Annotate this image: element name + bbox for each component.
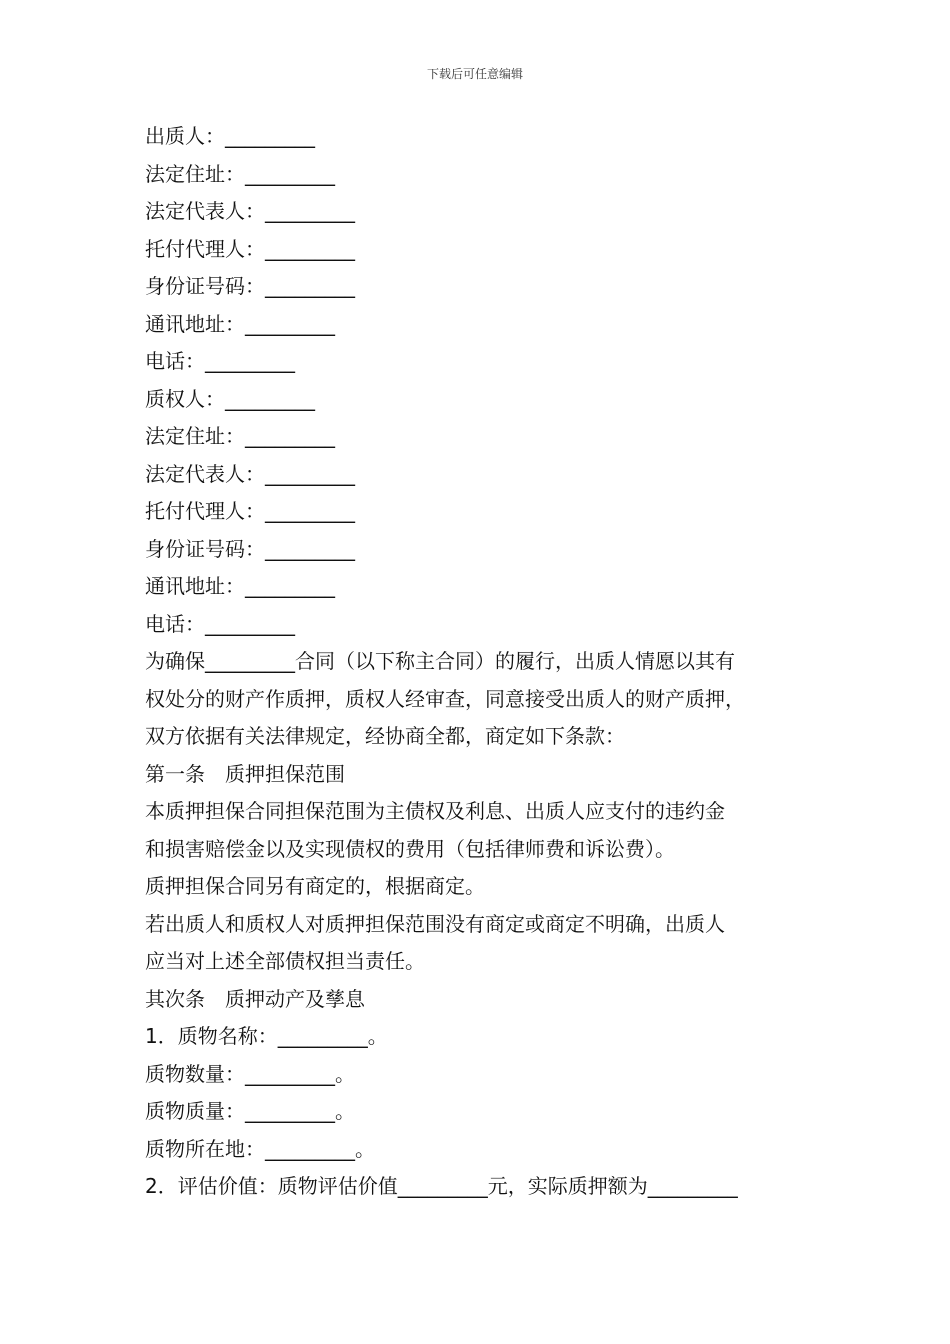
pledgee-address-line: 法定住址：_________ — [145, 424, 335, 448]
pledgee-mailing-address-line: 通讯地址：_________ — [145, 574, 335, 598]
pledgor-phone-line: 电话：_________ — [145, 349, 295, 373]
pledgor-line: 出质人：_________ — [145, 124, 315, 148]
page-header-note: 下载后可任意编辑 — [426, 67, 523, 81]
pledgee-phone-line: 电话：_________ — [145, 611, 295, 636]
article-1-para-2: 质押担保合同另有商定的，根据商定。 — [145, 874, 485, 898]
article-1-heading: 第一条 质押担保范围 — [145, 761, 345, 786]
pledgor-address-line: 法定住址：_________ — [145, 161, 335, 186]
preamble-line-3: 双方依据有关法律规定，经协商全都，商定如下条款： — [145, 724, 625, 748]
preamble-line-2: 权处分的财产作质押，质权人经审查，同意接受出质人的财产质押， — [145, 686, 745, 711]
article-1-para-3-line-2: 应当对上述全部债权担当责任。 — [145, 949, 425, 973]
preamble-line-1: 为确保_________合同（以下称主合同）的履行，出质人情愿以其有 — [145, 649, 735, 673]
pledgee-representative-line: 法定代表人：_________ — [145, 461, 355, 486]
item-quality-line: 质物质量：_________。 — [145, 1099, 355, 1123]
valuation-line: 2．评估价值：质物评估价值_________元，实际质押额为_________ — [145, 1174, 738, 1198]
item-quantity-line: 质物数量：_________。 — [145, 1061, 355, 1086]
document-body — [145, 118, 835, 1206]
article-1-para-3-line-1: 若出质人和质权人对质押担保范围没有商定或商定不明确，出质人 — [145, 911, 725, 936]
pledgor-agent-line: 托付代理人：_________ — [145, 236, 355, 261]
item-name-line: 1．质物名称：_________。 — [145, 1024, 388, 1048]
article-2-heading: 其次条 质押动产及孳息 — [145, 986, 365, 1011]
article-1-para-1-line-2: 和损害赔偿金以及实现债权的费用（包括律师费和诉讼费）。 — [145, 836, 675, 861]
pledgee-line: 质权人：_________ — [145, 386, 315, 411]
item-location-line: 质物所在地：_________。 — [145, 1136, 375, 1161]
pledgor-id-line: 身份证号码：_________ — [145, 274, 355, 298]
pledgor-mailing-address-line: 通讯地址：_________ — [145, 311, 335, 336]
pledgee-id-line: 身份证号码：_________ — [145, 536, 355, 561]
pledgor-representative-line: 法定代表人：_________ — [145, 199, 355, 223]
pledgee-agent-line: 托付代理人：_________ — [145, 499, 355, 523]
article-1-para-1-line-1: 本质押担保合同担保范围为主债权及利息、出质人应支付的违约金 — [145, 799, 725, 823]
